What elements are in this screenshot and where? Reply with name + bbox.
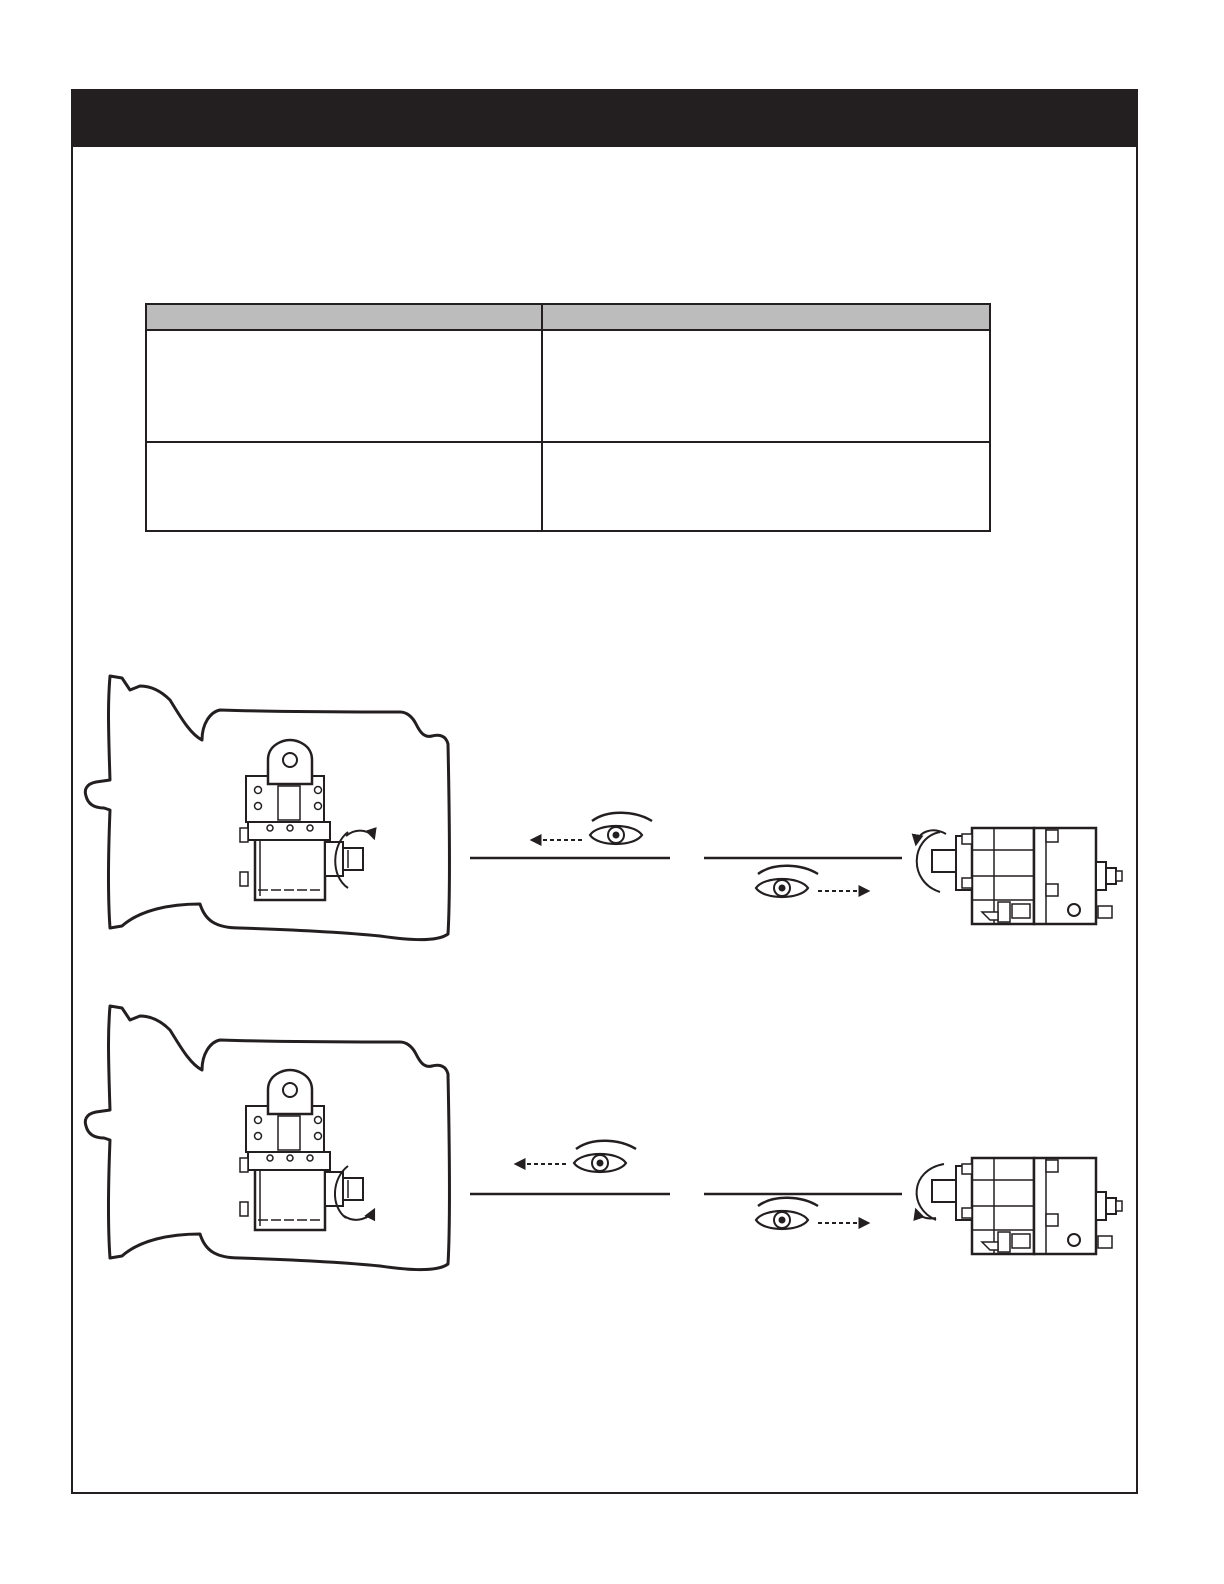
transmission-icon [85, 676, 449, 940]
table-header-cell [146, 304, 542, 330]
spec-table [145, 303, 991, 532]
table-header-cell [542, 304, 990, 330]
table-row [146, 330, 990, 442]
table-cell [146, 330, 542, 442]
table-header-row [146, 304, 990, 330]
table-cell [542, 442, 990, 531]
page-header [73, 91, 1136, 147]
transmission-icon [85, 1006, 449, 1270]
table-row [146, 442, 990, 531]
table-cell [542, 330, 990, 442]
table-cell [146, 442, 542, 531]
